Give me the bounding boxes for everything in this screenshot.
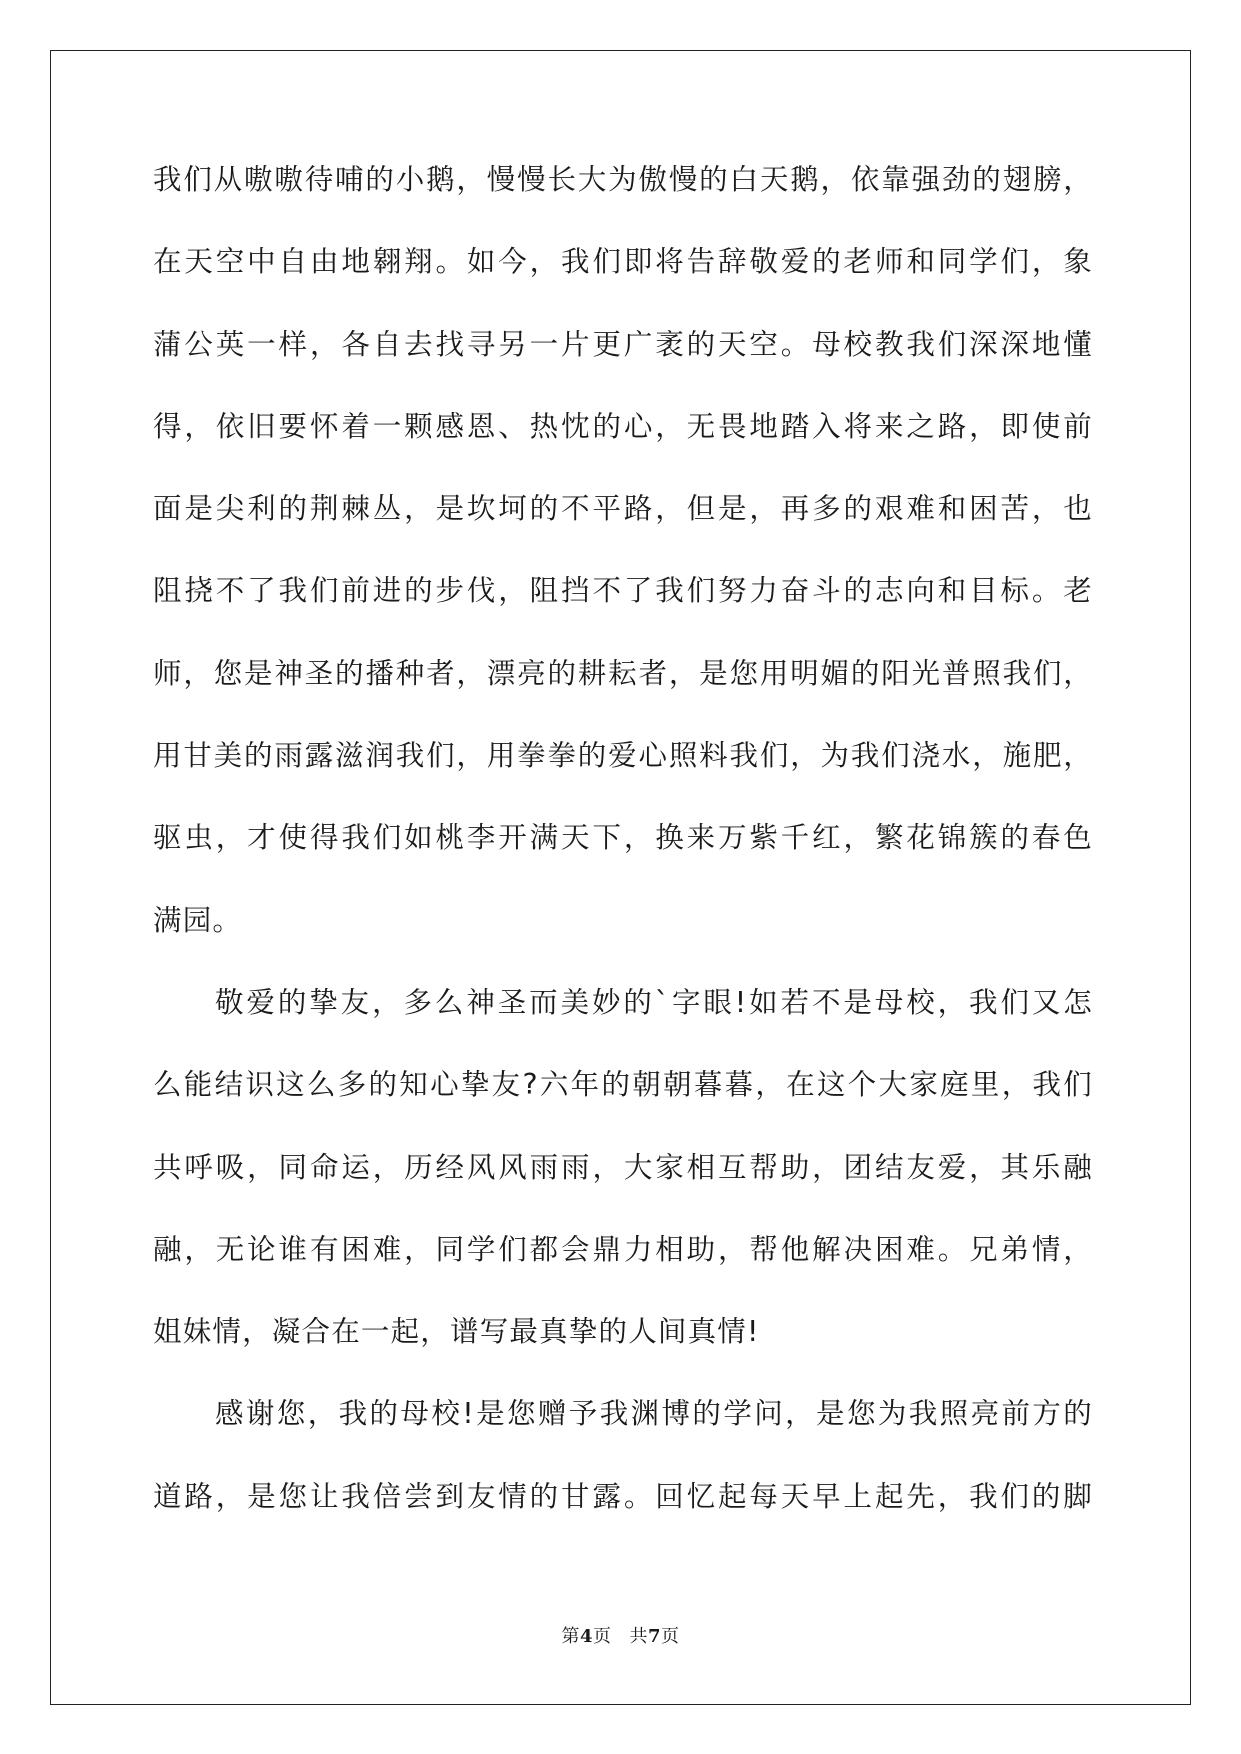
text-line: 我们从嗷嗷待哺的小鹅，慢慢长大为傲慢的白天鹅，依靠强劲的翅膀， xyxy=(153,163,1093,196)
paragraph-first-line: 敬爱的挚友，多么神圣而美妙的`字眼!如若不是母校，我们又怎 xyxy=(215,985,1093,1019)
text-line: 在天空中自由地翱翔。如今，我们即将告辞敬爱的老师和同学们，象 xyxy=(153,245,1093,279)
page-current-number: 4 xyxy=(579,1626,593,1647)
text-line: 融，无论谁有困难，同学们都会鼎力相助，帮他解决困难。兄弟情， xyxy=(153,1232,1093,1266)
text-line: 得，依旧要怀着一颗感恩、热忱的心，无畏地踏入将来之路，即使前 xyxy=(153,409,1093,443)
text-line: 面是尖利的荆棘丛，是坎坷的不平路，但是，再多的艰难和困苦，也 xyxy=(153,492,1093,526)
text-line: 阻挠不了我们前进的步伐，阻挡不了我们努力奋斗的志向和目标。老 xyxy=(153,574,1093,608)
page-suffix: 页 xyxy=(593,1626,612,1647)
text-line: 姐妹情，凝合在一起，谱写最真挚的人间真情! xyxy=(153,1315,760,1349)
total-suffix: 页 xyxy=(661,1626,680,1647)
paragraph-first-line: 感谢您，我的母校!是您赠予我渊博的学问，是您为我照亮前方的 xyxy=(215,1397,1093,1431)
text-line: 共呼吸，同命运，历经风风雨雨，大家相互帮助，团结友爱，其乐融 xyxy=(153,1150,1093,1184)
page-footer xyxy=(0,1622,1241,1648)
text-line: 满园。 xyxy=(153,903,243,937)
text-line: 用甘美的雨露滋润我们，用拳拳的爱心照料我们，为我们浇水，施肥， xyxy=(153,739,1093,773)
document-body xyxy=(153,153,1093,1552)
text-line: 蒲公英一样，各自去找寻另一片更广袤的天空。母校教我们深深地懂 xyxy=(153,327,1093,361)
total-prefix: 共 xyxy=(629,1626,648,1647)
page-prefix: 第 xyxy=(561,1626,580,1647)
page-total-number: 7 xyxy=(648,1626,662,1647)
text-line: 道路，是您让我倍尝到友情的甘露。回忆起每天早上起先，我们的脚 xyxy=(153,1479,1093,1513)
text-line: 么能结识这么多的知心挚友?六年的朝朝暮暮，在这个大家庭里，我们 xyxy=(153,1068,1093,1102)
text-line: 驱虫，才使得我们如桃李开满天下，换来万紫千红，繁花锦簇的春色 xyxy=(153,821,1093,855)
text-line: 师，您是神圣的播种者，漂亮的耕耘者，是您用明媚的阳光普照我们， xyxy=(153,656,1093,690)
